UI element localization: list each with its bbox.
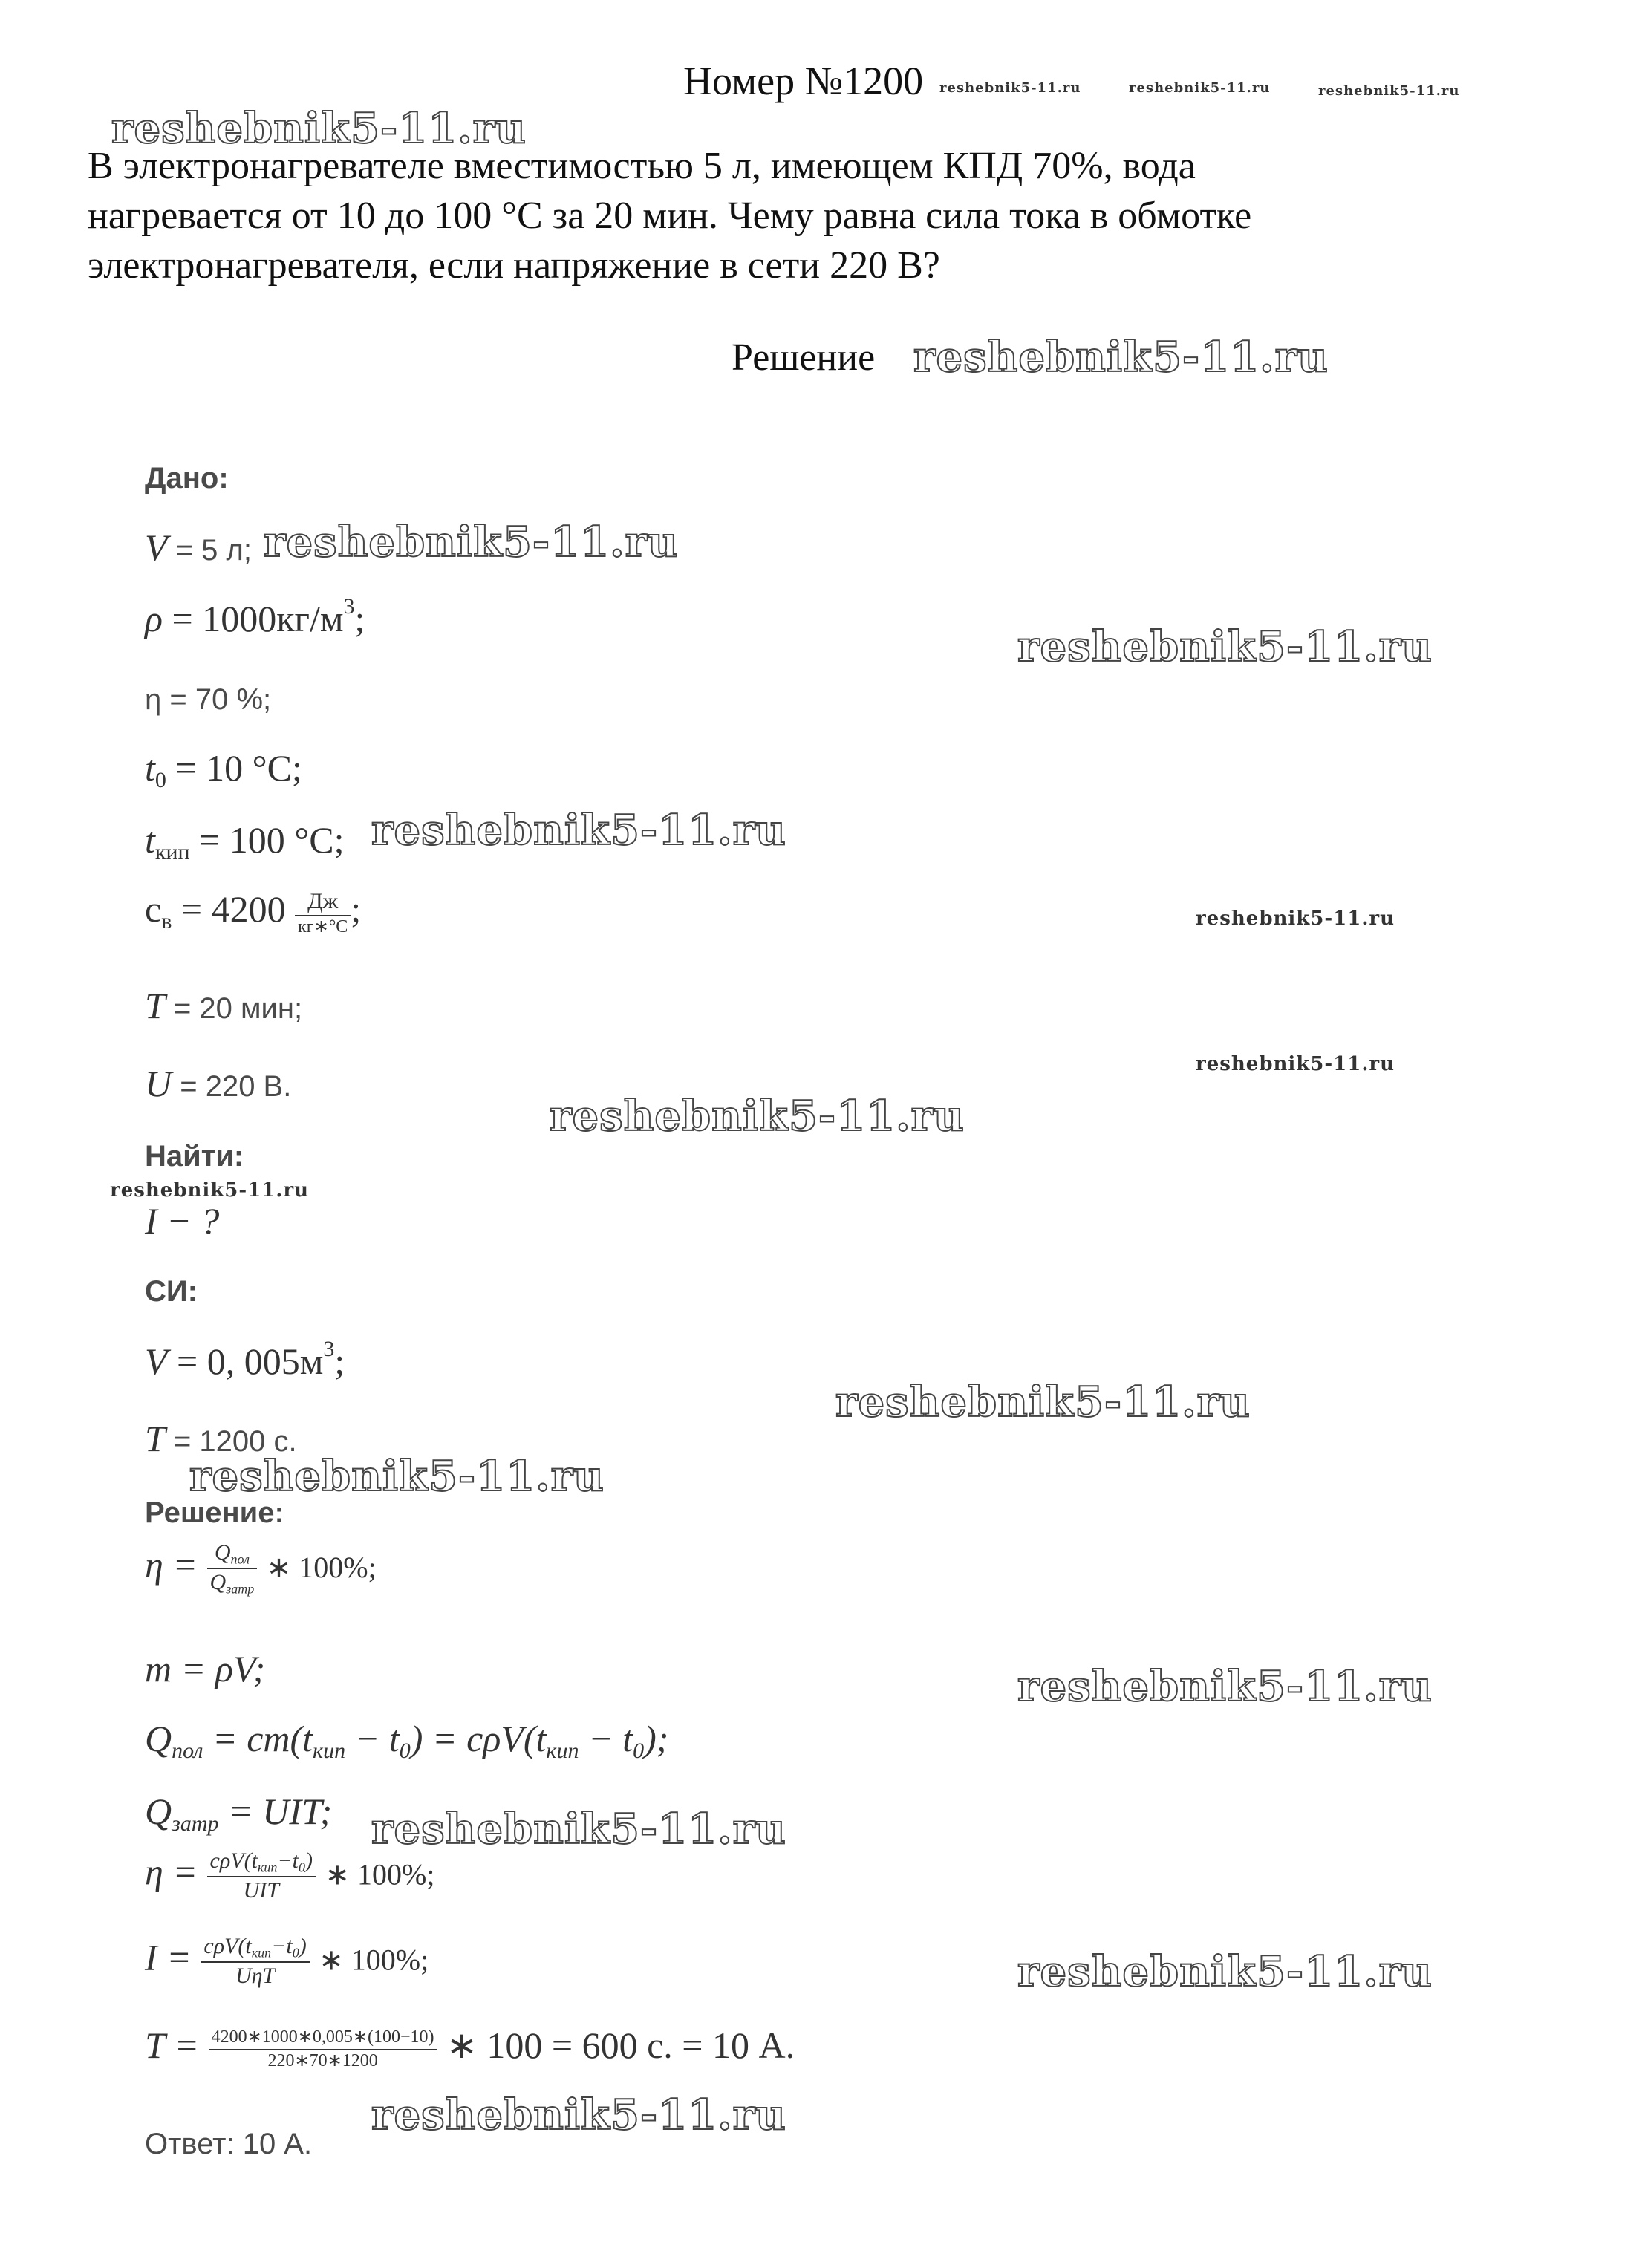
si-volume: V = 0, $005м^3$; [145,1337,345,1382]
given-voltage: U = 220 В. [145,1063,292,1104]
watermark: reshebnik5-11.ru [939,80,1081,96]
answer: Ответ: 10 А. [145,2128,313,2160]
equation-mass: m = ρV; [145,1648,266,1689]
current-fraction: $\frac{c\rho V(t_{кип}-t_0)}{\text{UηT}}$ [201,1935,309,1988]
watermark: reshebnik5-11.ru [1017,622,1433,671]
si-time: T = 1200 с. [145,1418,297,1459]
given-heading: Дано: [145,462,229,495]
watermark: reshebnik5-11.ru [1129,80,1271,96]
watermark: reshebnik5-11.ru [1318,83,1460,99]
problem-line: электронагревателя, если напряжение в сети 220 В? [88,244,940,287]
find-value: I − ? [145,1200,220,1242]
find-heading: Найти: [145,1140,244,1173]
watermark: reshebnik5-11.ru [1196,1053,1395,1075]
equation-q-spent: $Q_{затр}$ = UIT; [145,1790,333,1836]
given-time: T = 20 мин; [145,985,303,1026]
solution-heading: Решение [732,336,876,379]
page-title: Номер №1200 [683,59,924,103]
watermark: reshebnik5-11.ru [371,2091,786,2140]
equation-efficiency-expanded: η = $\frac{c\rho V(t_{кип}-t_0)}{\text{UIT}}$ ∗ 100%; [145,1848,435,1903]
heat-unit-fraction: $\frac{Дж}{кг∗^\circ С}$ [295,890,351,936]
watermark: reshebnik5-11.ru [264,518,679,567]
result-fraction: $\frac{4200∗1000∗0,005∗(100-10)}{220∗70∗1200}$ [209,2028,437,2070]
watermark: reshebnik5-11.ru [1017,1947,1433,1996]
given-density: $\rho = 1000кг/м^3$; [145,594,365,639]
watermark: reshebnik5-11.ru [371,806,786,855]
equation-q-useful: $Q_{пол} = cm(t_{кип} - t_0) = c\rho V(t_{кип} - t_0)$; [145,1718,669,1763]
given-tkip: $t_{кип} = 100$ °С; [145,819,345,864]
watermark: reshebnik5-11.ru [189,1452,605,1501]
watermark: reshebnik5-11.ru [110,1179,310,1202]
given-specific-heat: $c_в = 4200$ $\frac{Дж}{кг∗^\circ С}$ ; [145,888,362,936]
calc-heading: Решение: [145,1496,284,1529]
problem-line: В электронагревателе вместимостью 5 л, имеющем КПД 70%, вода [88,145,1196,187]
watermark: reshebnik5-11.ru [835,1378,1251,1427]
watermark: reshebnik5-11.ru [550,1092,965,1141]
problem-statement [88,141,1573,290]
given-volume: V = 5 л; [145,527,252,568]
given-efficiency: η = 70 %; [145,683,272,716]
problem-line: нагревается от 10 до 100 °С за 20 мин. Чему равна сила тока в обмотке [88,195,1252,237]
given-t0: $t_0 = 10$ °С; [145,747,302,792]
watermark: reshebnik5-11.ru [371,1805,786,1854]
equation-result: T = $\frac{4200∗1000∗0,005∗(100-10)}{220∗70∗1200}$ ∗ 100 = 600 с. = 10 А. [145,2024,795,2070]
watermark: reshebnik5-11.ru [913,333,1329,382]
equation-current: I = $\frac{c\rho V(t_{кип}-t_0)}{\text{UηT}}$ ∗ 100%; [145,1934,429,1989]
efficiency-fraction: $\frac{Q_{пол}}{Q_{затр}}$ [207,1541,258,1597]
si-heading: СИ: [145,1275,198,1308]
equation-efficiency: η = $\frac{Q_{пол}}{Q_{затр}}$ ∗ 100%; [145,1540,377,1597]
watermark: reshebnik5-11.ru [1017,1662,1433,1711]
watermark: reshebnik5-11.ru [111,104,527,153]
watermark: reshebnik5-11.ru [1196,907,1395,930]
efficiency-expanded-fraction: $\frac{c\rho V(t_{кип}-t_0)}{\text{UIT}}$ [207,1849,316,1903]
